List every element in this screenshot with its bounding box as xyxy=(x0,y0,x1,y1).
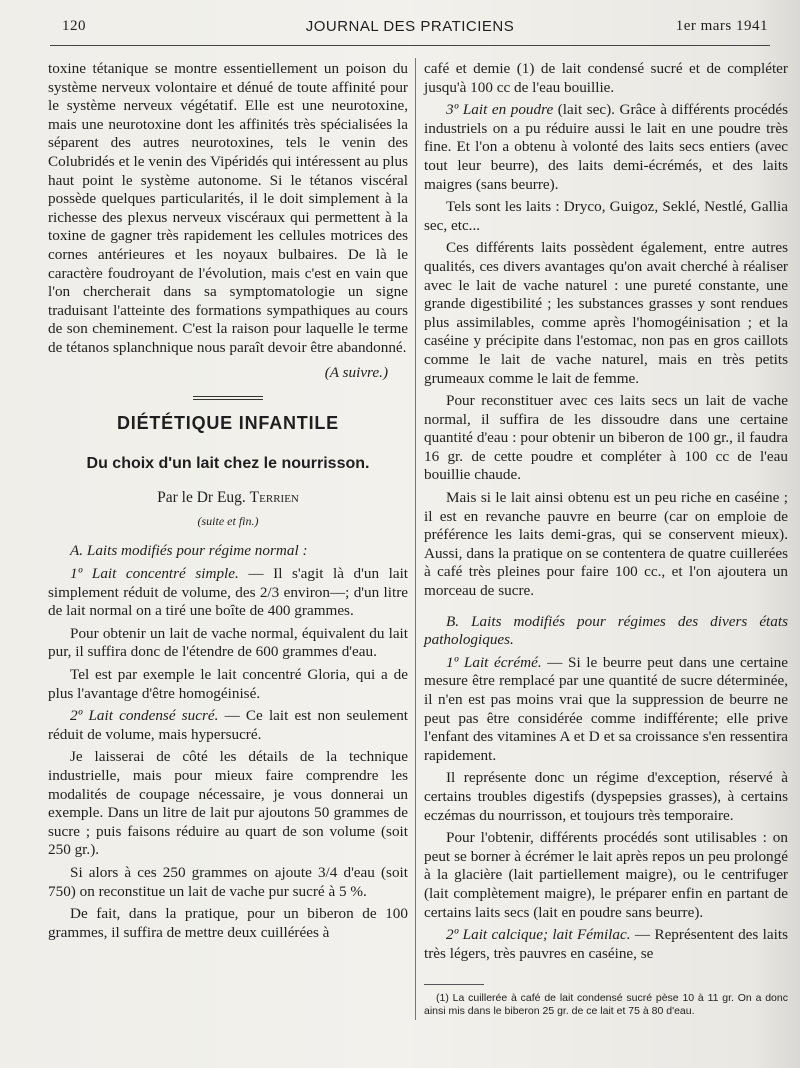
item-lead: 1º Lait concentré simple. xyxy=(70,565,239,583)
item-text: (lait sec). Grâce à différents procédés industriels on a pu réduire aussi le lait en une poudre très fine. Et l'on a obtenu à volonté des laits secs entiers (avec tout leur beurre), des laits demi-écrémés, et des laits maigres (sans beurre). xyxy=(424,101,788,193)
suite-note: (suite et fin.) xyxy=(197,513,259,528)
item-lead: 2º Lait calcique; lait Fémilac. xyxy=(446,926,631,944)
paragraph: Tels sont les laits : Dryco, Guigoz, Seklé, Nestlé, Gallia sec, etc... xyxy=(424,198,788,234)
footnote-rule xyxy=(424,984,484,985)
section-title: DIÉTÉTIQUE INFANTILE xyxy=(116,413,339,434)
item-text: — Si le beurre peut dans une certaine mesure être remplacé par une quantité de sucre déterminée, il n'en est pas moins vrai que la suppression de beurre ne peut pas être considérée comme indifférente; elle prive l'enfant des vitamines A et D et sa croissance s'en ressentira rapidement. xyxy=(424,653,788,764)
paragraph xyxy=(424,101,788,194)
subheading-a-text: A. Laits modifiés pour régime normal : xyxy=(70,542,308,560)
issue-date: 1er mars 1941 xyxy=(675,18,768,34)
header-rule xyxy=(50,45,770,46)
running-header xyxy=(52,18,768,46)
item-lead: 2º Lait condensé sucré. xyxy=(70,707,219,725)
item-lead: 3º Lait en poudre xyxy=(446,101,554,119)
byline xyxy=(48,489,408,508)
paragraph: toxine tétanique se montre essentiellement un poison du système nerveux volontaire et dénué de toute affinité pour le système nerveux végétatif. Elle est une neurotoxine, mais une neurotoxine dont les affinités très spécialisées la séparent des autres neurotoxines, tels le venin des Colubridés et le venin des Vipéridés qui intéressent au plus haut point le système autonome. Si le tétanos viscéral possède quelques particularités, il le doit simplement à la richesse des plexus nerveux viscéraux qui permettent à la toxine de gagner très rapidement les cellules motrices des cornes antérieures et les noyaux bulbaires. De là le caractère foudroyant de l'évolution, mais c'est en vain que l'on chercherait dans sa symptomatologie un signe traduisant l'atteinte des formations sympathiques au cours de son cheminement. C'est la raison pour laquelle le terme de tétanos splanchnique nous paraît devoir être abandonné. xyxy=(48,60,408,356)
paragraph: Pour l'obtenir, différents procédés sont utilisables : on peut se borner à écrémer le lait après repos un peu prolongé à la glacière (lait partiellement maigre), ou le centrifuger (lait complètement maigre), le préparer enfin en partant de certains laits secs (lait en poudre sans beurre). xyxy=(424,829,788,921)
paragraph: Il représente donc un régime d'exception, réservé à certains troubles digestifs (dyspepsies grasses), à certains eczémas du nourrisson, et toujours très temporaire. xyxy=(424,769,788,824)
paragraph: café et demie (1) de lait condensé sucré et de compléter jusqu'à 100 cc de l'eau bouillie. xyxy=(424,60,788,96)
item-text: — Il s'agit là d'un lait simplement réduit de volume, des 2/3 environ—; d'un litre de lait normal on a tiré une boîte de 400 grammes. xyxy=(48,565,409,620)
paragraph: De fait, dans la pratique, pour un biberon de 100 grammes, il suffira de mettre deux cuillérées à xyxy=(48,905,408,941)
article-title: Du choix d'un lait chez le nourrisson. xyxy=(86,454,370,472)
author-name: Terrien xyxy=(249,489,299,507)
paragraph: Je laisserai de côté les détails de la technique industrielle, mais pour mieux faire comprendre les modalités de coupage nécessaire, je vous donnerai un exemple. Dans un litre de lait pur ajoutons 50 grammes de sucre ; puis faisons réduire au quart de son volume (soit 250 gr.). xyxy=(48,748,408,859)
paragraph: Tel est par exemple le lait concentré Gloria, qui a de plus l'avantage d'être homogéinisé. xyxy=(48,666,408,702)
paragraph xyxy=(424,654,788,766)
subheading-a xyxy=(48,542,408,561)
byline-prefix: Par le Dr Eug. xyxy=(157,489,250,507)
subheading-b-text: B. Laits modifiés pour régimes des divers états pathologiques. xyxy=(424,612,788,649)
column-divider xyxy=(415,58,416,1020)
paragraph: Ces différents laits possèdent également, entre autres qualités, ces divers avantages qu'on avait cherché à réaliser avec le lait de vache naturel : une pureté constante, une grande digestibilité ; les substances grasses y sont rendues plus assimilables, comme après l'homogéinisation ; et la caséine y précipite dans l'estomac, non pas en gros caillots comme le lait de vache naturel, mais en très petits grumeaux comme le lait de femme. xyxy=(424,239,788,387)
paragraph xyxy=(48,707,408,744)
right-column xyxy=(424,60,788,967)
left-column xyxy=(48,60,408,946)
to-be-continued: (A suivre.) xyxy=(324,363,388,381)
footnote: (1) La cuillerée à café de lait condensé sucré pèse 10 à 11 gr. On a donc ainsi mis dans le biberon 25 gr. de ce lait et 75 à 80 d'eau. xyxy=(424,992,788,1017)
paragraph xyxy=(424,926,788,963)
section-divider xyxy=(193,396,263,400)
paragraph: Pour obtenir un lait de vache normal, équivalent du lait pur, il suffira donc de l'étendre de 600 grammes d'eau. xyxy=(48,624,408,661)
journal-title: JOURNAL DES PRATICIENS xyxy=(305,18,515,35)
paragraph: Mais si le lait ainsi obtenu est un peu riche en caséine ; il est en revanche pauvre en beurre (car on emploie de préférence les laits demi-gras, qui se conservent mieux). Aussi, dans la pratique on se contentera de quatre cuillerées à café très pleines pour faire 100 cc., et l'on ajoutera un morceau de sucre. xyxy=(424,489,788,600)
subheading-b xyxy=(424,613,788,650)
item-lead: 1º Lait écrémé. xyxy=(446,653,542,671)
page-number: 120 xyxy=(62,18,86,34)
paragraph: Si alors à ces 250 grammes on ajoute 3/4 d'eau (soit 750) on reconstitue un lait de vache pur sucré à 5 %. xyxy=(48,863,408,900)
paragraph: Pour reconstituer avec ces laits secs un lait de vache normal, il suffira de les dissoudre dans une certaine quantité d'eau : pour obtenir un biberon de 100 gr., il faudra 16 gr. de cette poudre et compléter à 100 cc de l'eau bouillie chaude. xyxy=(424,392,788,484)
item-text: — Ce lait est non seulement réduit de volume, mais hypersucré. xyxy=(48,707,409,743)
paragraph xyxy=(48,565,408,621)
item-text: — Représentent des laits très légers, très pauvres en caséine, se xyxy=(424,926,788,962)
